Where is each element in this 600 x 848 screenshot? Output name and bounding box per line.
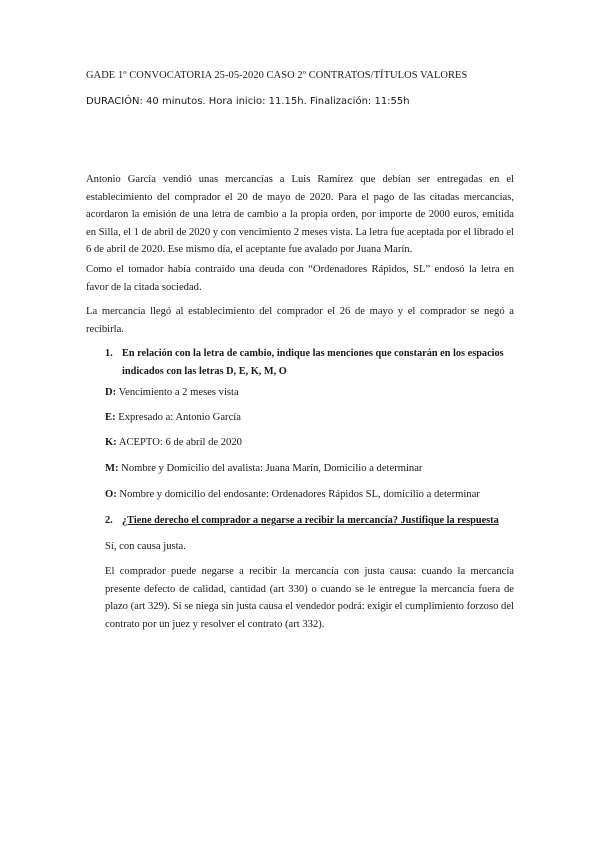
answer-k-label: K: [105, 437, 117, 448]
answer-d [105, 387, 239, 398]
case-paragraph-3: La mercancía llegó al establecimiento del comprador el 26 de mayo y el comprador se negó a recibirla. [86, 306, 514, 335]
case-paragraph-2: Como el tomador había contraído una deuda con “Ordenadores Rápidos, SL” endosó la letra en favor de la citada sociedad. [86, 264, 514, 293]
answer-k [105, 437, 242, 448]
answer-m-text: Nombre y Domicilio del avalista: Juana Marín, Domicilio a determinar [118, 463, 423, 474]
question-2 [105, 515, 499, 526]
answer-e-text: Expresado a: Antonio García [115, 412, 241, 423]
answer-e-label: E: [105, 412, 116, 423]
answer-2-paragraph: El comprador puede negarse a recibir la mercancía con justa causa: cuando la mercancía presente defecto de calidad, cantidad (art 330) o cuando se le entregue la mercancía fuera de plazo (art 329). Si se niega sin justa causa el vendedor podrá: exigir el cumplimiento forzoso del contrato por un juez y resolver el contrato (art 332). [105, 566, 514, 630]
question-1-text: En relación con la letra de cambio, indique las menciones que constarán en los espacios indicados con las letras D, E, K, M, O [122, 348, 504, 377]
answer-o-label: O: [105, 489, 117, 500]
answer-m [105, 463, 422, 474]
answer-o-text: Nombre y domicilio del endosante: Ordenadores Rápidos SL, domicilio a determinar [116, 489, 480, 500]
answer-e [105, 412, 241, 423]
question-1 [105, 345, 513, 380]
question-1-number: 1. [105, 348, 113, 359]
answer-m-label: M: [105, 463, 119, 474]
answer-k-text: ACEPTO: 6 de abril de 2020 [116, 437, 242, 448]
case-paragraph-1: Antonio García vendió unas mercancías a Luis Ramírez que debían ser entregadas en el establecimiento del comprador el 20 de mayo de 2020. Para el pago de las citadas mercancías, acordaron la emisión de una letra de cambio a la propia orden, por importe de 2000 euros, emitida en Silla, el 1 de abril de 2020 y con vencimiento 2 meses vista. La letra fue aceptada por el librado el 6 de abril de 2020. Ese mismo día, el aceptante fue avalado por Juana Marín. [86, 174, 515, 256]
answer-d-text: Vencimiento a 2 meses vista [116, 387, 239, 398]
question-2-text: ¿Tiene derecho el comprador a negarse a recibir la mercancía? Justifique la respuesta [122, 515, 499, 526]
exam-title: GADE 1º CONVOCATORIA 25-05-2020 CASO 2º CONTRATOS/TÍTULOS VALORES [86, 70, 468, 81]
answer-2-short: Sí, con causa justa. [105, 541, 186, 552]
exam-duration: DURACIÓN: 40 minutos. Hora inicio: 11.15h. Finalización: 11:55h [86, 96, 410, 107]
question-2-number: 2. [105, 515, 113, 526]
answer-o [105, 489, 480, 500]
answer-d-label: D: [105, 387, 117, 398]
